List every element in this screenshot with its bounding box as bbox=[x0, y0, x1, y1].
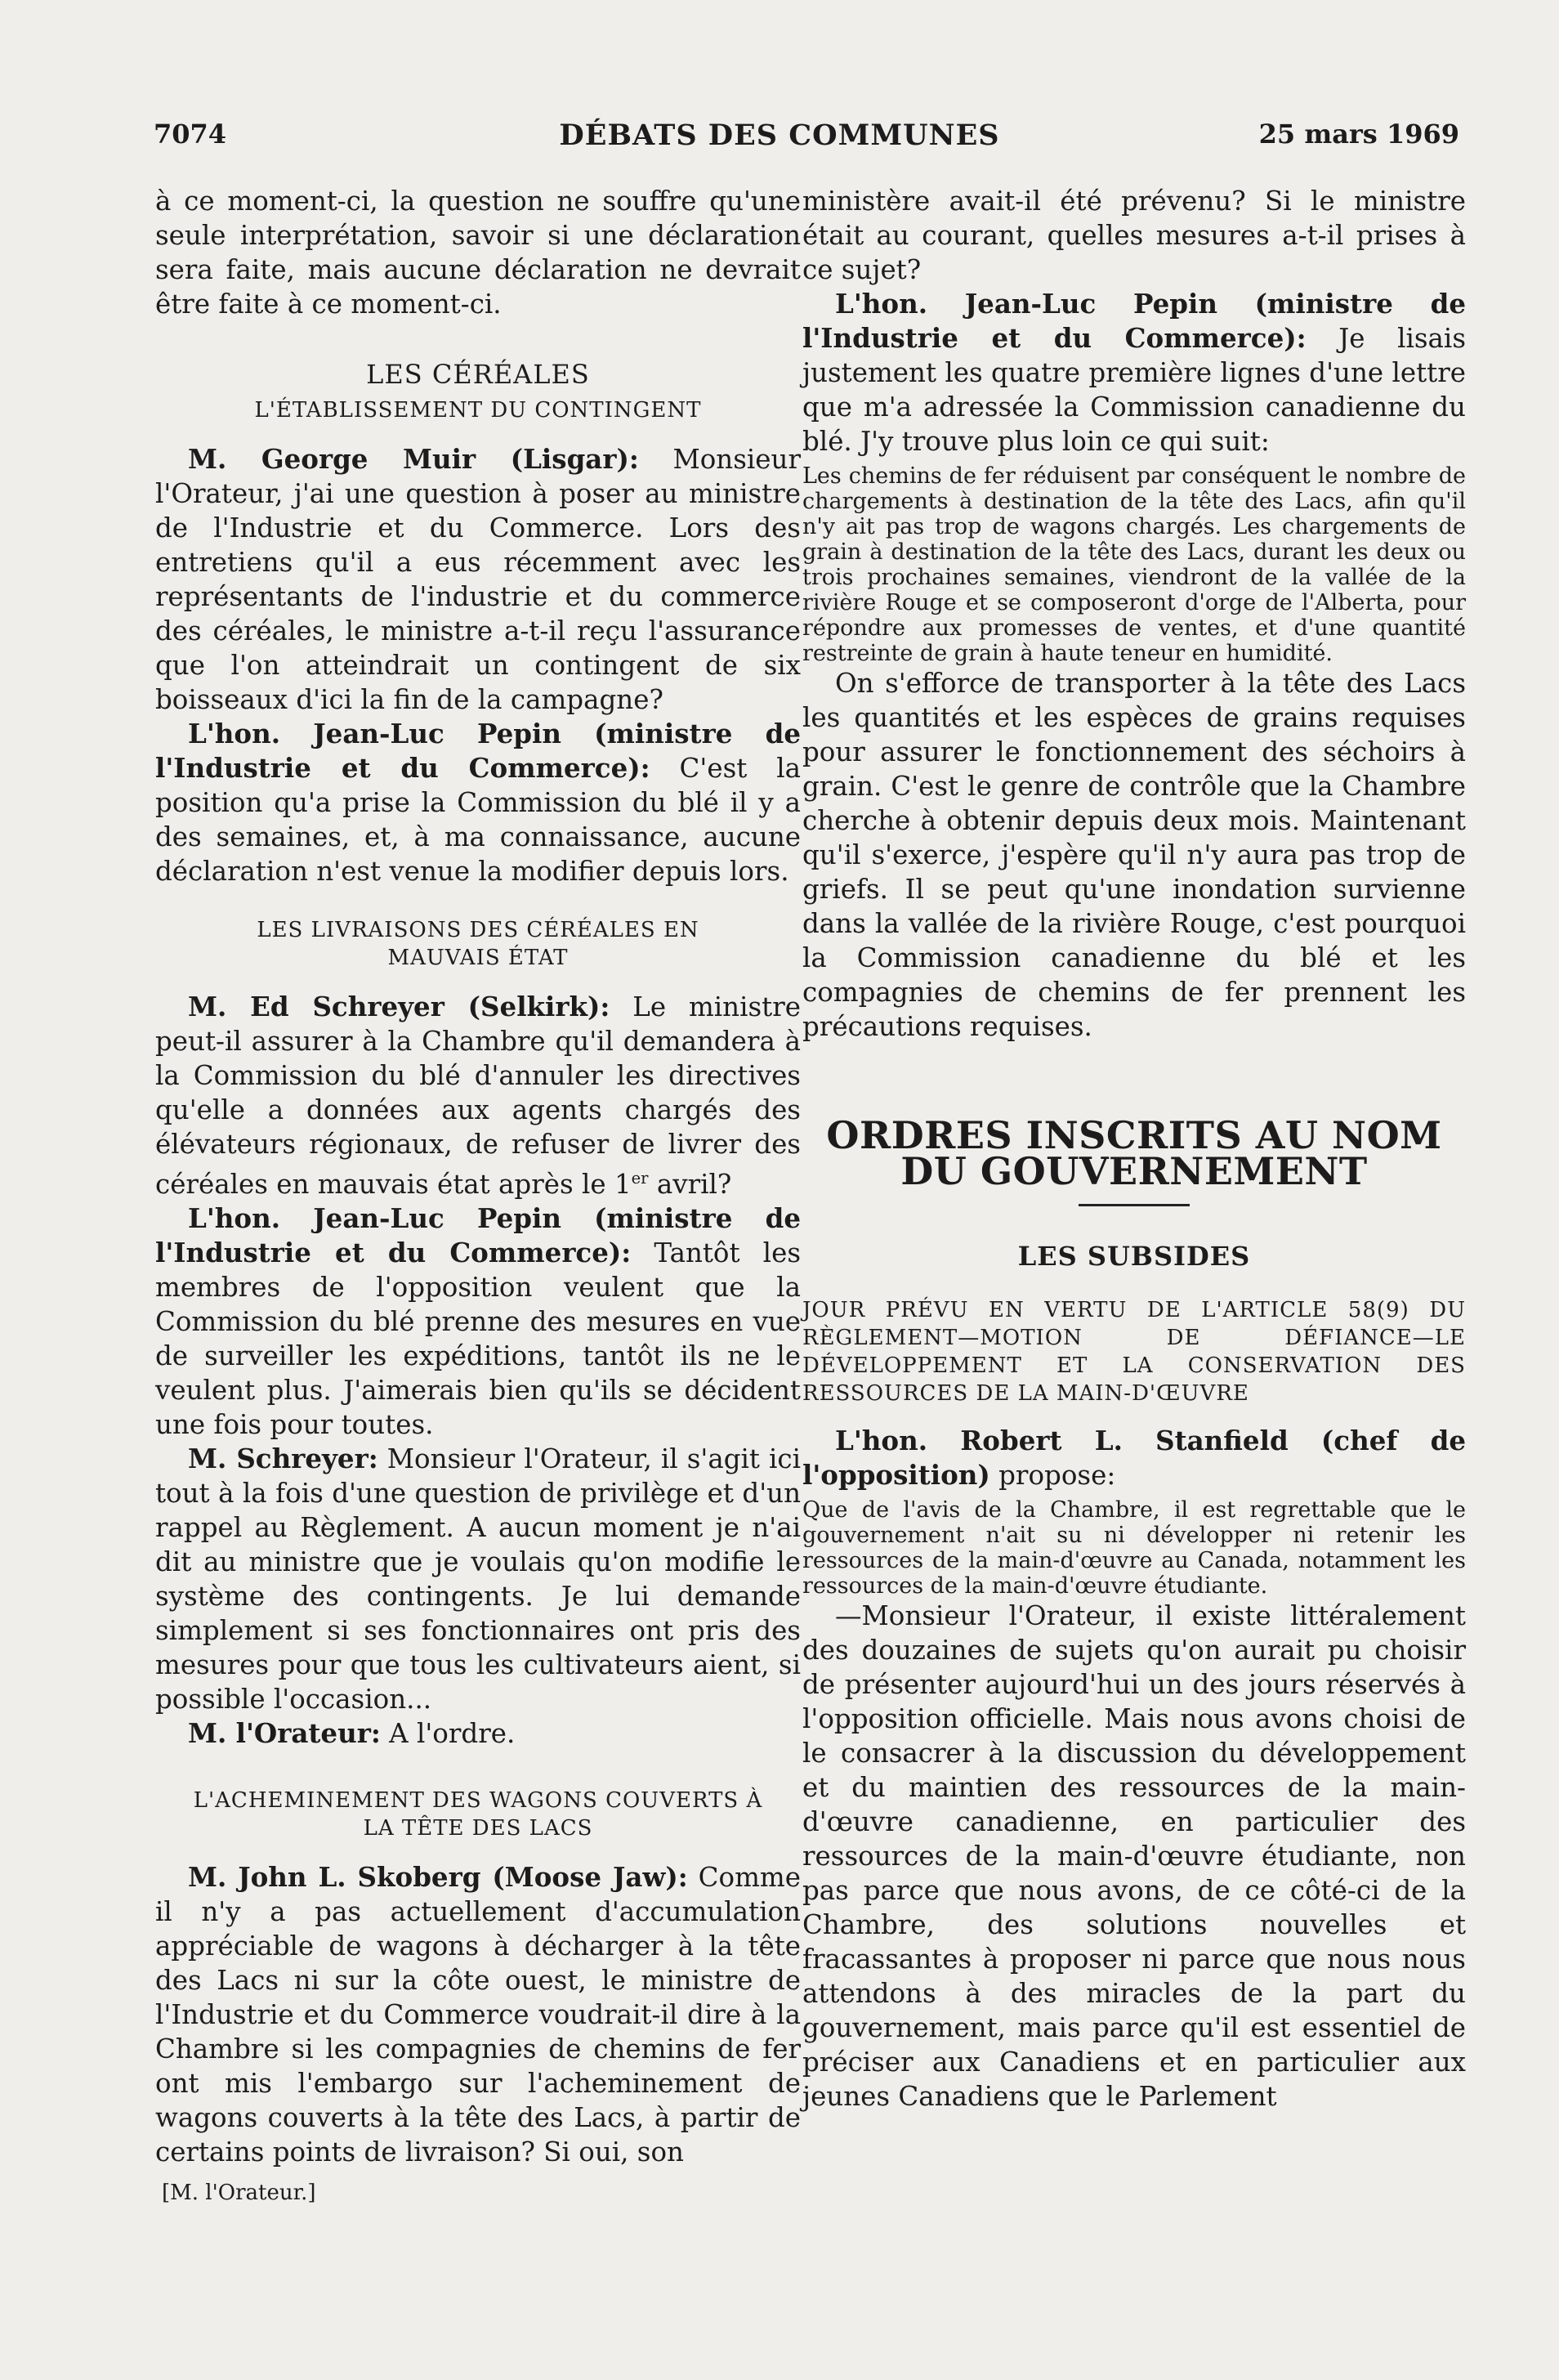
speech-text: Tantôt les membres de l'opposition veulent que la Commission du blé prenne des mesures en vue de surveiller les expéditions, tantôt ils ne le veulent plus. J'aimerais bien qu'ils se décident une fois pour toutes. bbox=[155, 1237, 801, 1440]
speech-text: Monsieur l'Orateur, il s'agit ici tout à la fois d'une question de privilège et d'un rappel au Règlement. A aucun moment je n'ai dit au ministre que je voulais qu'on modifie le système des contingents. Je lui demande simplement si ses fonctionnaires ont pris des mesures pour que tous les cultivateurs aient, si possible l'occasion... bbox=[155, 1443, 802, 1715]
paragraph: à ce moment-ci, la question ne souffre qu'une seule interprétation, savoir si une déclaration sera faite, mais aucune déclaration ne devrait être faite à ce moment-ci. bbox=[155, 186, 801, 320]
speech-text: C'est la position qu'a prise la Commission du blé il y a des semaines, et, à ma connaissance, aucune déclaration n'est venue la modifier depuis lors. bbox=[155, 753, 801, 887]
section-heading: L'ACHEMINEMENT DES WAGONS COUVERTS À LA TÊTE DES LACS bbox=[193, 1787, 763, 1841]
left-column bbox=[155, 184, 801, 2169]
speaker-name: L'hon. Jean-Luc Pepin (ministre de l'Industrie et du Commerce): bbox=[155, 1201, 801, 1268]
speech-paragraph bbox=[802, 1424, 1466, 1492]
speaker-name: M. John L. Skoberg (Moose Jaw): bbox=[188, 1860, 688, 1893]
speech-paragraph bbox=[155, 1442, 801, 1716]
speaker-name: M. Schreyer: bbox=[188, 1442, 378, 1474]
speaker-name: L'hon. Jean-Luc Pepin (ministre de l'Industrie et du Commerce): bbox=[802, 288, 1466, 354]
speech-text: Le ministre peut-il assurer à la Chambre qu'il demandera à la Commission du blé d'annuler les directives qu'elle a données aux agents chargés des élévateurs régionaux, de refuser de livrer des céréales en mauvais état après le 1 bbox=[155, 991, 801, 1200]
page-header bbox=[0, 119, 1559, 159]
paragraph: —Monsieur l'Orateur, il existe littéralement des douzaines de sujets qu'on aurait pu choisir de présenter aujourd'hui un des jours réservés à l'opposition officielle. Mais nous avons choisi de le consacrer à la discussion du développement et du maintien des ressources de la main-d'œuvre canadienne, en particulier des ressources de la main-d'œuvre étudiante, non pas parce que nous avons, de ce côté-ci de la Chambre, des solutions nouvelles et fracassantes à proposer ni parce que nous nous attendons à des miracles de la part du gouvernement, mais parce qu'il est essentiel de préciser aux Canadiens et en particulier aux jeunes Canadiens que le Parlement bbox=[802, 1600, 1466, 2112]
section-heading: LES CÉRÉALES bbox=[366, 359, 590, 390]
speech-text-end: avril? bbox=[648, 1168, 732, 1200]
speech-text: Comme il n'y a pas actuellement d'accumulation appréciable de wagons à décharger à la tête des Lacs ni sur la côte ouest, le ministre de l'Industrie et du Commerce voudrait-il dire à la Chambre si les compagnies de chemins de fer ont mis l'embargo sur l'acheminement de wagons couverts à la tête des Lacs, à partir de certains points de livraison? Si oui, son bbox=[155, 1861, 801, 2168]
speech-paragraph bbox=[155, 1201, 801, 1442]
paragraph: ministère avait-il été prévenu? Si le ministre était au courant, quelles mesures a-t-il prises à ce sujet? bbox=[802, 186, 1466, 285]
running-title: DÉBATS DES COMMUNES bbox=[559, 119, 1000, 152]
speech-text: Je lisais justement les quatre première lignes d'une lettre que m'a adressée la Commission canadienne du blé. J'y trouve plus loin ce qui suit: bbox=[802, 323, 1467, 457]
major-heading: ORDRES INSCRITS AU NOM DU GOUVERNEMENT bbox=[826, 1113, 1442, 1193]
paragraph: On s'efforce de transporter à la tête des Lacs les quantités et les espèces de grains requises pour assurer le fonctionnement des séchoirs à grain. C'est le genre de contrôle que la Chambre cherche à obtenir depuis deux mois. Maintenant qu'il s'exerce, j'espère qu'il n'y aura pas trop de griefs. Il se peut qu'une inondation survienne dans la vallée de la rivière Rouge, c'est pourquoi la Commission canadienne du blé et les compagnies de chemins de fer prennent les précautions requises. bbox=[802, 668, 1466, 1042]
speaker-name: M. l'Orateur: bbox=[188, 1716, 381, 1749]
motion-subheading: JOUR PRÉVU EN VERTU DE L'ARTICLE 58(9) DU RÈGLEMENT—MOTION DE DÉFIANCE—LE DÉVELOPPEMENT ET LA CONSERVATION DES RESSOURCES DE LA MAIN-D'ŒUVRE bbox=[802, 1298, 1466, 1406]
speaker-name: M. Ed Schreyer (Selkirk): bbox=[188, 991, 610, 1022]
section-heading: LES SUBSIDES bbox=[1017, 1241, 1251, 1272]
speech-text: A l'ordre. bbox=[380, 1717, 516, 1749]
page-date: 25 mars 1969 bbox=[1258, 119, 1459, 150]
motion-text: Que de l'avis de la Chambre, il est regrettable que le gouvernement n'ait su ni développer ni retenir les ressources de la main-d'œuvre au Canada, notamment les ressources de la main-d'œuvre étudiante. bbox=[802, 1497, 1466, 1599]
speech-text: propose: bbox=[989, 1460, 1116, 1491]
speech-paragraph bbox=[802, 287, 1466, 459]
section-heading: LES LIVRAISONS DES CÉRÉALES EN MAUVAIS ÉTAT bbox=[257, 918, 699, 970]
quoted-letter: Les chemins de fer réduisent par conséquent le nombre de chargements à destination de la tête des Lacs, afin qu'il n'y ait pas trop de wagons chargés. Les chargements de grain à destination de la tête des Lacs, durant les deux ou trois prochaines semaines, viendront de la vallée de la rivière Rouge et se composeront d'orge de l'Alberta, pour répondre aux promesses de ventes, et d'une quantité restreinte de grain à haute teneur en humidité. bbox=[802, 463, 1466, 666]
speech-paragraph bbox=[155, 1860, 801, 2169]
speech-paragraph bbox=[155, 990, 801, 1201]
speech-paragraph bbox=[155, 1716, 801, 1751]
page-footer: [M. l'Orateur.] bbox=[162, 2181, 316, 2205]
speaker-name: L'hon. Robert L. Stanfield (chef de l'opposition) bbox=[802, 1425, 1466, 1491]
speech-paragraph bbox=[155, 442, 801, 717]
section-subheading: L'ÉTABLISSEMENT DU CONTINGENT bbox=[254, 398, 702, 423]
speaker-name: L'hon. Jean-Luc Pepin (ministre de l'Industrie et du Commerce): bbox=[155, 718, 801, 784]
superscript: er bbox=[631, 1169, 649, 1188]
speech-text: Monsieur l'Orateur, j'ai une question à poser au ministre de l'Industrie et du Commerce. Lors des entretiens qu'il a eus récemment avec les représentants de l'industrie et du commerce des céréales, le ministre a-t-il reçu l'assurance que l'on atteindrait un contingent de six boisseaux d'ici la fin de la campagne? bbox=[155, 444, 801, 715]
heading-rule bbox=[1079, 1204, 1190, 1206]
page-number: 7074 bbox=[154, 119, 227, 150]
speech-paragraph bbox=[155, 717, 801, 888]
right-column bbox=[802, 184, 1466, 2114]
speaker-name: M. George Muir (Lisgar): bbox=[188, 443, 639, 475]
